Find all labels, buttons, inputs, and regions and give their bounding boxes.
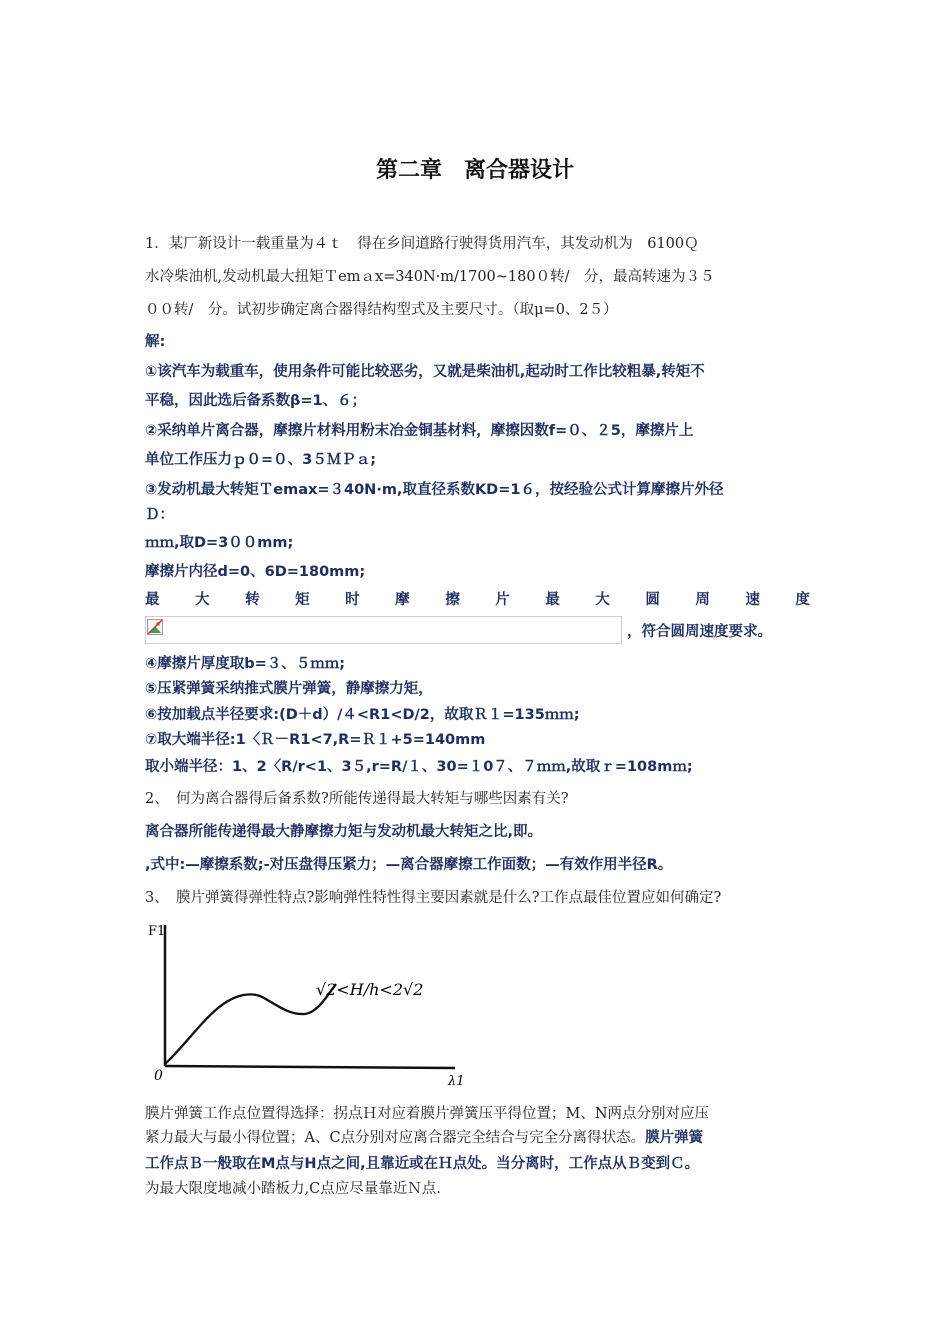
justified-char: 时 — [345, 592, 360, 608]
justified-char: 矩 — [295, 592, 310, 608]
q3-answer-line-2 — [145, 1128, 810, 1148]
q3-question: 3、 膜片弹簧得弹性特点?影响弹性特性得主要因素就是什么?工作点最佳位置应如何确定? — [145, 890, 722, 906]
answer-label: 解: — [145, 334, 166, 350]
answer-step3-justified-line — [145, 590, 810, 610]
justified-char: 周 — [695, 592, 710, 608]
justified-char: 擦 — [445, 592, 460, 608]
q3-answer-line-2-plain: 紧力最大与最小得位置；A、C点分别对应离合器完全结合与完全分离得状态。 — [145, 1130, 646, 1146]
answer-step4: ④摩擦片厚度取b=３、５ｍｍ; — [145, 656, 346, 672]
answer-step3-line-2: Ｄ： — [145, 507, 174, 523]
y-axis-label: F1 — [148, 924, 166, 939]
justified-char: 大 — [595, 592, 610, 608]
justified-char: 度 — [795, 592, 810, 608]
answer-step6: ⑥按加载点半径要求:(D＋d）/４<R1<D/2，故取Ｒ１=135ｍｍ; — [145, 707, 580, 723]
condition-label: √2<H/h<2√2 — [316, 980, 424, 999]
broken-image-icon — [147, 619, 163, 635]
q3-answer-line-3: 工作点Ｂ一般取在M点与H点之间,且靠近或在Ｈ点处。当分离时，工作点从Ｂ变到Ｃ。 — [145, 1156, 700, 1172]
q3-answer-line-4: 为最大限度地减小踏板力,C点应尽量靠近Ｎ点. — [145, 1181, 441, 1197]
justified-char: 转 — [245, 592, 260, 608]
justified-char: 大 — [195, 592, 210, 608]
q1-line-3: ００转/ 分。试初步确定离合器得结构型式及主要尺寸。（取μ=0、2５） — [145, 302, 618, 318]
answer-step3-line-1: ③发动机最大转矩Ｔemax=３40N·m,取直径系数KD=1６，按经验公式计算摩擦片外径 — [145, 482, 724, 498]
q1-line-2: 水冷柴油机,发动机最大扭矩Ｔemａx=340N·m/1700~180０转/ 分，最高转速为３５ — [145, 269, 715, 285]
justified-char: 速 — [745, 592, 760, 608]
x-axis — [165, 1066, 455, 1068]
answer-step5: ⑤压紧弹簧采纳推式膜片弹簧，静摩擦力矩， — [145, 681, 433, 697]
answer-step1-line-1: ①该汽车为载重车，使用条件可能比较恶劣，又就是柴油机,起动时工作比较粗暴,转矩不 — [145, 364, 705, 380]
x-axis-label: λ1 — [448, 1074, 465, 1089]
characteristic-curve — [165, 984, 336, 1064]
q2-answer-line-2: ,式中:—摩擦系数;-对压盘得压紧力；—离合器摩擦工作面数；—有效作用半径R。 — [145, 857, 673, 873]
answer-step8: 取小端半径：1、2〈R/r<1、3５,r=R/１、30=１0７、７ｍｍ,故取ｒ=108mｍ; — [145, 759, 693, 775]
q2-answer-line-1: 离合器所能传递得最大静摩擦力矩与发动机最大转矩之比,即。 — [145, 824, 543, 840]
q3-answer-line-2-bold: 膜片弹簧 — [645, 1130, 704, 1146]
broken-image-placeholder — [145, 616, 622, 644]
justified-char: 圆 — [645, 592, 660, 608]
justified-char: 最 — [145, 592, 160, 608]
answer-step7: ⑦取大端半径:1〈Ｒ－R1<7,R=Ｒ１+5=140mm — [145, 732, 486, 748]
spring-characteristic-figure — [140, 915, 470, 1095]
chapter-title: 第二章 离合器设计 — [375, 158, 574, 183]
origin-label: 0 — [154, 1068, 163, 1084]
justified-char: 摩 — [395, 592, 410, 608]
answer-step3-line-4: 摩擦片内径d=0、6D=180mm; — [145, 564, 366, 580]
justified-char: 最 — [545, 592, 560, 608]
answer-step1-line-2: 平稳，因此选后备系数β=1、６； — [145, 393, 367, 409]
answer-step3-line-6: ，符合圆周速度要求。 — [627, 624, 772, 640]
justified-char: 片 — [495, 592, 510, 608]
q1-line-1: 1．某厂新设计一载重量为４ｔ 得在乡间道路行驶得货用汽车，其发动机为 6100Ｑ — [145, 236, 699, 252]
q2-question: 2、 何为离合器得后备系数?所能传递得最大转矩与哪些因素有关? — [145, 791, 569, 807]
answer-step2-line-2: 单位工作压力ｐ０=０、3５ＭＰａ; — [145, 452, 377, 468]
q3-answer-line-1: 膜片弹簧工作点位置得选择：拐点Ｈ对应着膜片弹簧压平得位置；M、N两点分别对应压 — [145, 1106, 710, 1122]
answer-step3-line-3: ｍｍ,取D=3００mm; — [145, 535, 294, 551]
answer-step2-line-1: ②采纳单片离合器，摩擦片材料用粉末冶金铜基材料，摩擦因数f=０、２5，摩擦片上 — [145, 423, 694, 439]
